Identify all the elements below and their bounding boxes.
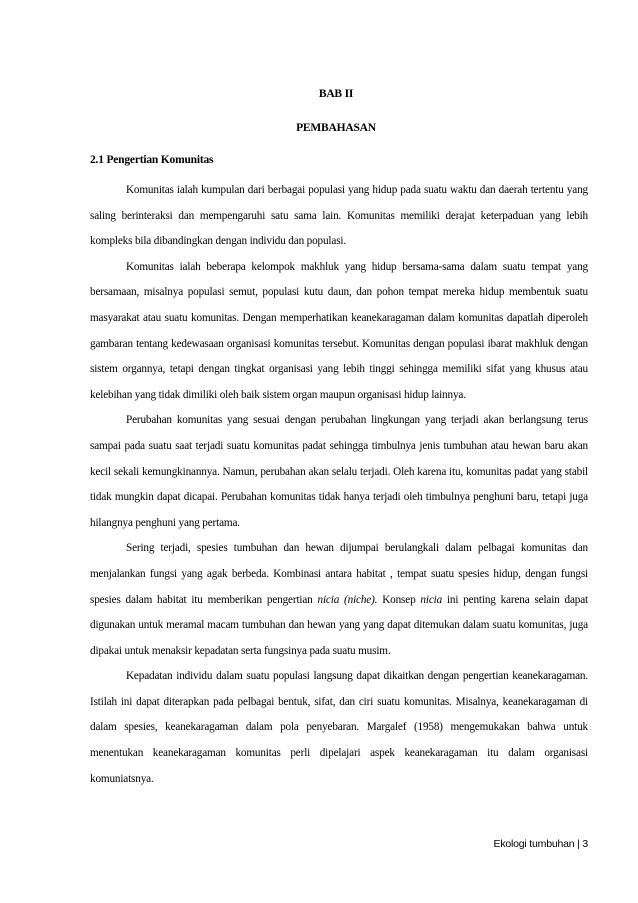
body-text bbox=[90, 178, 588, 792]
term-nicia: nicia bbox=[420, 593, 443, 606]
chapter-heading: BAB II bbox=[318, 88, 354, 100]
page-footer: Ekologi tumbuhan | 3 bbox=[493, 838, 588, 850]
paragraph-4-middle: Konsep bbox=[377, 593, 421, 606]
paragraph-4 bbox=[90, 536, 588, 664]
paragraph-4-after: ini penting karena selain dapat digunakan untuk meramal macam tumbuhan dan hewan yang yang dapat ditemukan dalam suatu komunitas, juga dipakai untuk menaksir kepadatan serta fungsinya pada suatu musim. bbox=[90, 593, 589, 657]
term-niche: nicia (niche). bbox=[317, 593, 378, 606]
paragraph-4-before: Sering terjadi, spesies tumbuhan dan hewan dijumpai berulangkali dalam pelbagai komunitas dan menjalankan fungsi yang agak berbeda. Kombinasi antara habitat , tempat suatu spesies hidup, dengan fungsi spesies dalam habitat itu memberikan pengertian bbox=[90, 542, 588, 606]
paragraph-1: Komunitas ialah kumpulan dari berbagai populasi yang hidup pada suatu waktu dan daerah tertentu yang saling berinteraksi dan mempengaruhi satu sama lain. Komunitas memiliki derajat keterpaduan yang lebih kompleks bila dibandingkan dengan individu dan populasi. bbox=[90, 184, 588, 248]
section-heading: 2.1 Pengertian Komunitas bbox=[90, 154, 214, 166]
page-title: PEMBAHASAN bbox=[296, 122, 376, 134]
paragraph-3: Perubahan komunitas yang sesuai dengan perubahan lingkungan yang terjadi akan berlangsung terus sampai pada suatu saat terjadi suatu komunitas padat sehingga timbulnya jenis tumbuhan atau hewan baru akan kecil sekali kemungkinannya. Namun, perubahan akan selalu terjadi. Oleh karena itu, komunitas padat yang stabil tidak mungkin dapat dicapai. Perubahan komunitas tidak hanya terjadi oleh timbulnya penghuni baru, tetapi juga hilangnya penghuni yang pertama. bbox=[90, 414, 588, 529]
paragraph-5: Kepadatan individu dalam suatu populasi langsung dapat dikaitkan dengan pengertian keanekaragaman. Istilah ini dapat diterapkan pada pelbagai bentuk, sifat, dan ciri suatu komunitas. Misalnya, keanekaragaman di dalam spesies, keanekaragaman dalam pola penyebaran. Margalef (1958) mengemukakan bahwa untuk menentukan keanekaragaman komunitas perli dipelajari aspek keanekaragaman itu dalam organisasi komuniatsnya. bbox=[90, 670, 588, 785]
paragraph-2: Komunitas ialah beberapa kelompok makhluk yang hidup bersama-sama dalam suatu tempat yang bersamaan, misalnya populasi semut, populasi kutu daun, dan pohon tempat mereka hidup membentuk suatu masyarakat atau suatu komunitas. Dengan memperhatikan keanekaragaman dalam komunitas dapatlah diperoleh gambaran tentang kedewasaan organisasi komunitas tersebut. Komunitas dengan populasi ibarat makhluk dengan sistem organnya, tetapi dengan tingkat organisasi yang lebih tinggi sehingga memiliki sifat yang khusus atau kelebihan yang tidak dimiliki oleh baik sistem organ maupun organisasi hidup lainnya. bbox=[90, 260, 588, 401]
